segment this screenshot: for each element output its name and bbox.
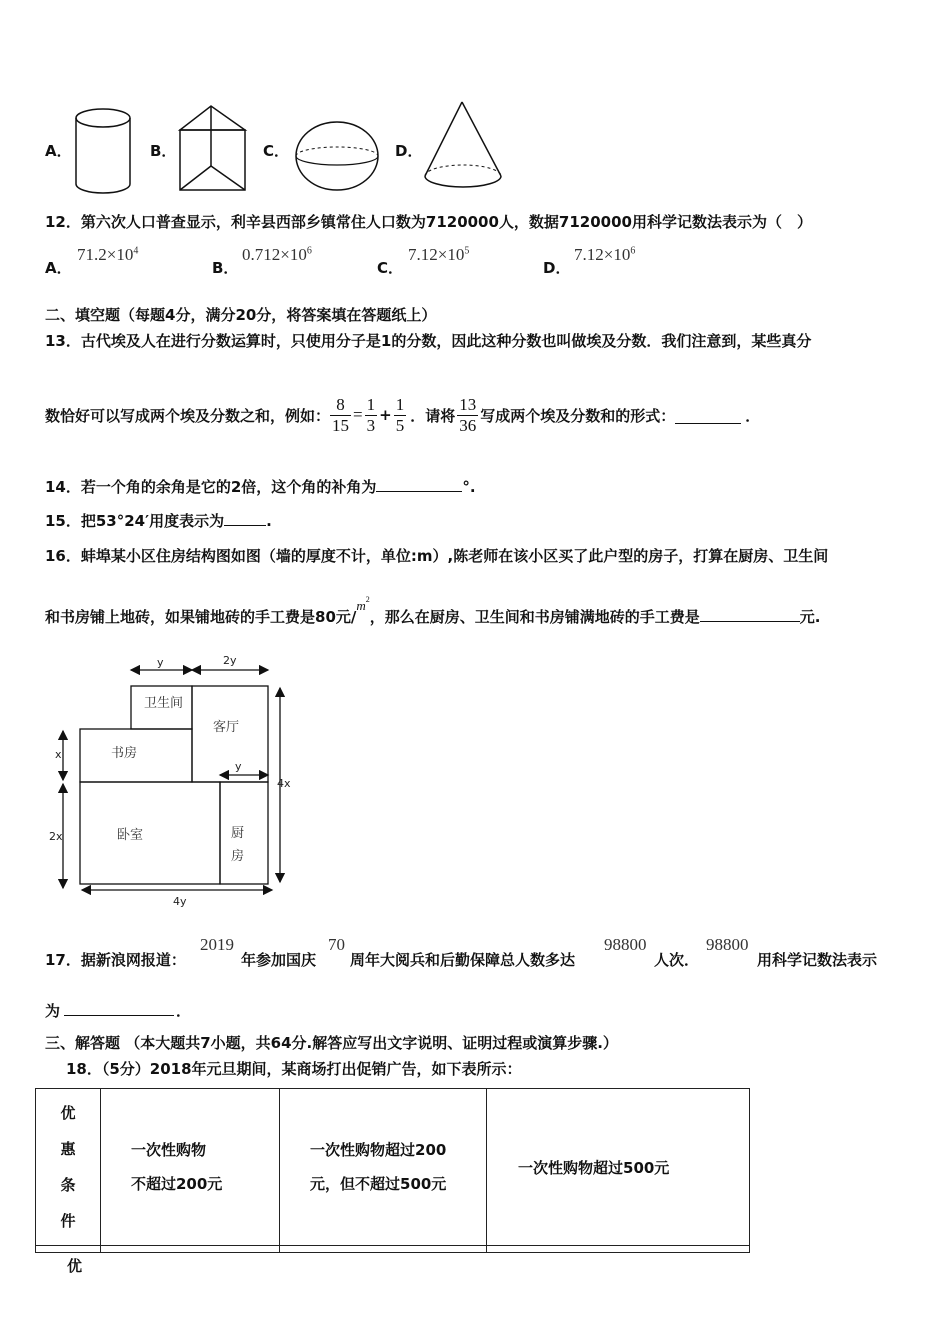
q17-line2: 为 ． bbox=[45, 1002, 192, 1020]
q12-stem: 12．第六次人口普查显示，利辛县西部乡镇常住人口数为7120000人，数据7120000用科学记数法表示为（ ） bbox=[45, 213, 812, 231]
fraction-1-3: $\frac{1}{3}$ bbox=[366, 394, 376, 435]
q12-option-d-expr: $7.12\times 10^6$ bbox=[574, 245, 636, 264]
dim-x-left: x bbox=[55, 748, 62, 761]
q17-70: 70 bbox=[328, 935, 345, 954]
bedroom-label: 卧室 bbox=[117, 828, 144, 843]
q13-line1: 13．古代埃及人在进行分数运算时，只使用分子是1的分数，因此这种分数也叫做埃及分数．我们注意到，某些真分 bbox=[45, 332, 812, 350]
q12-option-a-expr: $71.2\times 10^4$ bbox=[77, 245, 139, 264]
q16-line1: 16．蚌埠某小区住房结构图如图（墙的厚度不计，单位:m）,陈老师在该小区买了此户型的房子，打算在厨房、卫生间 bbox=[45, 547, 829, 565]
q17-t4: 用科学记数法表示 bbox=[757, 951, 878, 969]
floor-plan-diagram bbox=[45, 650, 305, 910]
q14: 14．若一个角的余角是它的2倍，这个角的补角为 °. bbox=[45, 478, 476, 496]
sphere-figure bbox=[292, 118, 382, 194]
dim-4x-right: 4x bbox=[277, 777, 291, 790]
q17-year: 2019 bbox=[200, 935, 234, 954]
q12-option-b-expr: $0.712\times 10^6$ bbox=[242, 245, 312, 264]
q18-stem: 18．（5分）2018年元旦期间，某商场打出促销广告，如下表所示： bbox=[66, 1060, 522, 1078]
q14-answer-blank[interactable] bbox=[376, 477, 462, 492]
kitchen-label-1: 厨 bbox=[231, 826, 245, 841]
kitchen-label-2: 房 bbox=[231, 849, 245, 864]
q17-answer-blank[interactable] bbox=[64, 1001, 174, 1016]
q17-num2: 98800 bbox=[706, 935, 749, 954]
bathroom-label: 卫生间 bbox=[144, 696, 184, 711]
bedroom-room bbox=[80, 782, 220, 884]
table-row bbox=[36, 1246, 750, 1253]
dim-2y-top: 2y bbox=[223, 654, 237, 667]
table-row bbox=[36, 1089, 750, 1246]
q16-answer-blank[interactable] bbox=[700, 607, 800, 622]
fraction-8-15: $\frac{8}{15}$ bbox=[332, 394, 350, 435]
promo-table bbox=[35, 1088, 750, 1253]
dim-2x-left: 2x bbox=[49, 830, 63, 843]
dim-y-top: y bbox=[157, 656, 164, 669]
cylinder-figure bbox=[70, 104, 136, 196]
dim-y-inner: y bbox=[235, 760, 242, 773]
dim-4y-bottom: 4y bbox=[173, 895, 187, 908]
q17-t3: 人次． bbox=[654, 951, 700, 969]
q17-num: 98800 bbox=[604, 935, 647, 954]
q16-line2: 和书房铺上地砖，如果铺地砖的手工费是80元$/m^2$，那么在厨房、卫生间和书房铺满地砖的手工费是 元. bbox=[45, 595, 821, 626]
option-a-label: A． bbox=[45, 142, 72, 160]
q13-answer-blank[interactable] bbox=[675, 407, 741, 424]
q12-option-c: C． bbox=[377, 259, 404, 277]
q12-option-b: B． bbox=[212, 259, 239, 277]
q13-line2: 数恰好可以写成两个埃及分数之和，例如： $\frac{8}{15}$ = $\frac{1}{3}$ + $\frac{1}{5}$ ．请将 $\frac{13}{36}$ 写成两个埃及分数和的形式： ． bbox=[45, 394, 761, 435]
q15: 15．把53°24′用度表示为 . bbox=[45, 512, 272, 530]
triangular-prism-figure bbox=[175, 102, 251, 196]
living-label: 客厅 bbox=[213, 720, 240, 735]
option-b-label: B． bbox=[150, 142, 177, 160]
condition-cell-1: 一次性购物 不超过200元 bbox=[101, 1089, 280, 1246]
q17-prefix: 17．据新浪网报道： bbox=[45, 951, 186, 969]
cone-figure bbox=[420, 98, 506, 196]
fraction-1-5: $\frac{1}{5}$ bbox=[395, 394, 405, 435]
q15-answer-blank[interactable] bbox=[224, 511, 266, 526]
study-label: 书房 bbox=[111, 746, 138, 761]
section3-heading: 三、解答题 （本大题共7小题，共64分.解答应写出文字说明、证明过程或演算步骤.） bbox=[45, 1034, 618, 1052]
q12-option-a: A． bbox=[45, 259, 72, 277]
condition-cell-2: 一次性购物超过200 元，但不超过500元 bbox=[280, 1089, 487, 1246]
q12-option-d: D． bbox=[543, 259, 571, 277]
next-row-header: 优 bbox=[67, 1257, 83, 1275]
option-d-label: D． bbox=[395, 142, 423, 160]
q12-option-c-expr: $7.12\times 10^5$ bbox=[408, 245, 470, 264]
q17-t2: 周年大阅兵和后勤保障总人数多达 bbox=[350, 951, 576, 969]
fraction-13-36: $\frac{13}{36}$ bbox=[459, 394, 477, 435]
row-header-cell: 优 惠 条 件 bbox=[36, 1089, 101, 1246]
option-c-label: C． bbox=[263, 142, 290, 160]
condition-cell-3: 一次性购物超过500元 bbox=[487, 1089, 750, 1246]
q17-t1: 年参加国庆 bbox=[241, 951, 317, 969]
section2-heading: 二、填空题（每题4分，满分20分，将答案填在答题纸上） bbox=[45, 306, 437, 324]
